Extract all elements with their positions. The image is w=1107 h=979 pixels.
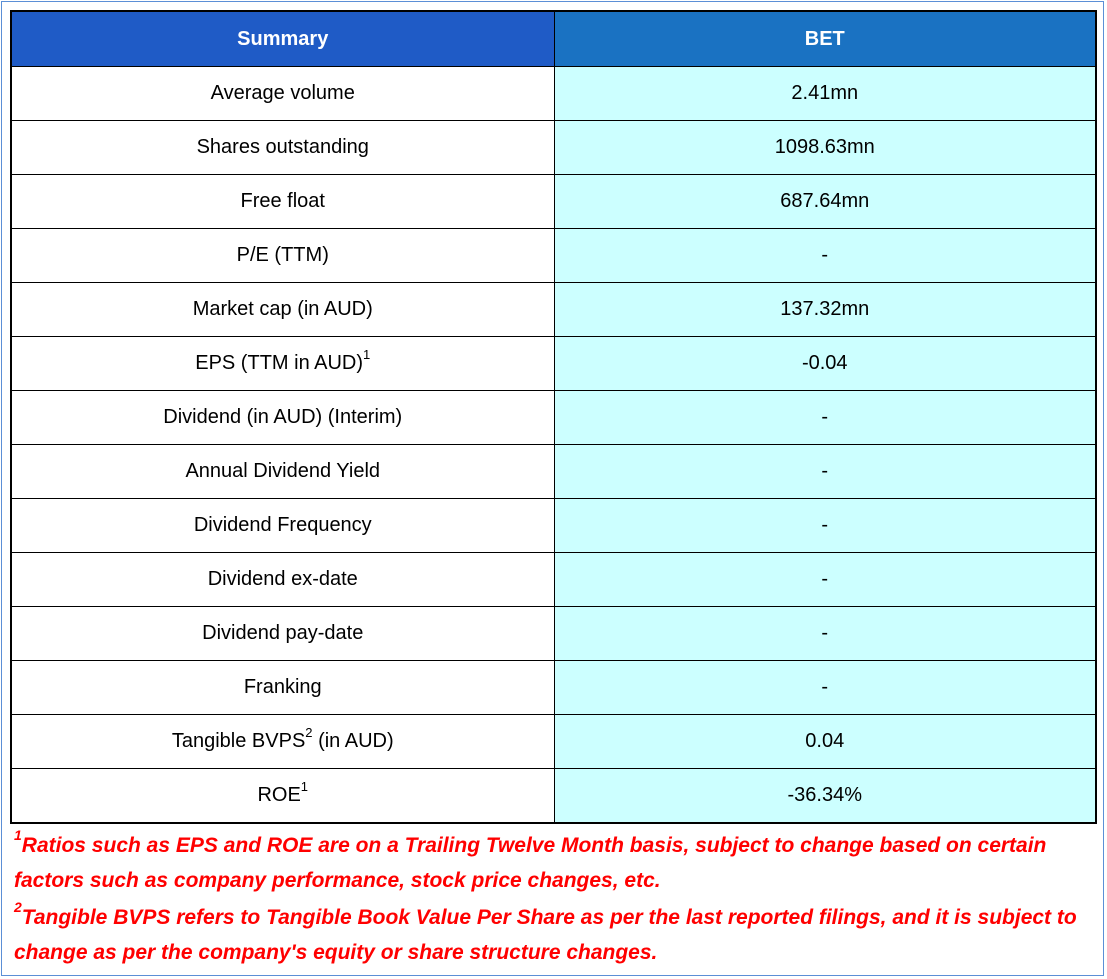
table-header-row (11, 11, 1096, 67)
footnote-marker: 1 (363, 347, 371, 363)
row-label (11, 337, 554, 391)
row-value: -0.04 (554, 337, 1096, 391)
row-label: Dividend Frequency (11, 499, 554, 553)
row-label: Dividend ex-date (11, 553, 554, 607)
row-label-text: EPS (TTM in AUD) (195, 352, 364, 374)
table-row (11, 499, 1096, 553)
row-label: Annual Dividend Yield (11, 445, 554, 499)
table-row (11, 445, 1096, 499)
row-value: - (554, 445, 1096, 499)
row-label: Dividend (in AUD) (Interim) (11, 391, 554, 445)
summary-table (10, 10, 1097, 824)
row-value: -36.34% (554, 769, 1096, 824)
row-value: 0.04 (554, 715, 1096, 769)
footnote-marker: 1 (300, 779, 309, 795)
row-value: - (554, 499, 1096, 553)
row-value: - (554, 661, 1096, 715)
footnote-text: Tangible BVPS refers to Tangible Book Value Per Share as per the last reported filings, and it is subject to change as per the company's equity or share structure changes. (14, 906, 1077, 964)
table-row (11, 553, 1096, 607)
row-value: - (554, 229, 1096, 283)
footnote-2 (14, 900, 1099, 970)
table-row (11, 175, 1096, 229)
row-label (11, 769, 554, 824)
row-value: - (554, 607, 1096, 661)
footnote-text: Ratios such as EPS and ROE are on a Trailing Twelve Month basis, subject to change based on certain factors such as company performance, stock price changes, etc. (14, 834, 1047, 892)
row-value: - (554, 553, 1096, 607)
row-value: 137.32mn (554, 283, 1096, 337)
row-value: 687.64mn (554, 175, 1096, 229)
row-label: Average volume (11, 67, 554, 121)
row-label: P/E (TTM) (11, 229, 554, 283)
row-label-suffix: (in AUD) (312, 730, 394, 752)
row-label: Free float (11, 175, 554, 229)
row-value: 2.41mn (554, 67, 1096, 121)
footnote-number: 2 (14, 899, 22, 915)
table-row (11, 121, 1096, 175)
row-label: Market cap (in AUD) (11, 283, 554, 337)
row-label (11, 715, 554, 769)
table-row (11, 769, 1096, 824)
row-label: Franking (11, 661, 554, 715)
table-row (11, 661, 1096, 715)
table-row (11, 67, 1096, 121)
footnote-marker: 2 (305, 725, 313, 741)
footnote-number: 1 (14, 827, 22, 843)
table-row (11, 715, 1096, 769)
row-value: - (554, 391, 1096, 445)
table-row (11, 391, 1096, 445)
footnote-1 (14, 828, 1099, 898)
table-row (11, 229, 1096, 283)
row-label: Dividend pay-date (11, 607, 554, 661)
table-row (11, 607, 1096, 661)
row-label-text: ROE (257, 784, 301, 806)
table-row (11, 283, 1096, 337)
footnotes (14, 828, 1099, 970)
row-label: Shares outstanding (11, 121, 554, 175)
header-summary: Summary (11, 11, 554, 67)
table-row (11, 337, 1096, 391)
row-label-text: Tangible BVPS (171, 730, 306, 752)
header-ticker: BET (554, 11, 1096, 67)
row-value: 1098.63mn (554, 121, 1096, 175)
